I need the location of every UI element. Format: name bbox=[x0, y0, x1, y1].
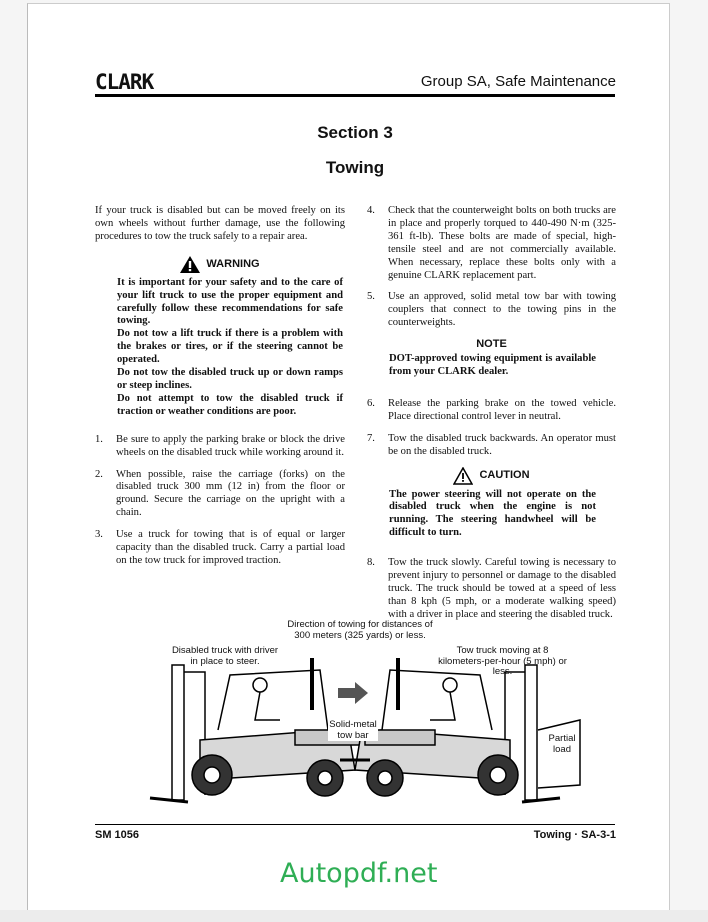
caution-heading bbox=[367, 467, 616, 485]
watermark: Autopdf.net bbox=[280, 858, 438, 889]
caution-text: The power steering will not operate on the disabled truck when the engine is not running. The steering handwheel will be difficult to turn. bbox=[389, 488, 596, 539]
warning-line: Do not tow a lift truck if there is a problem with the brakes or tires, or if the steering cannot be operated. bbox=[117, 328, 343, 366]
step-text: When possible, raise the carriage (forks) on the disabled truck 300 mm (12 in) from the floor or ground. Secure the carriage on the upright with a chain. bbox=[116, 468, 345, 519]
step-number: 7. bbox=[367, 432, 375, 444]
section-title: Towing bbox=[325, 158, 385, 177]
step-item bbox=[95, 529, 345, 568]
step-number: 8. bbox=[367, 557, 375, 569]
step-number: 2. bbox=[95, 468, 103, 480]
step-text: Check that the counterweight bolts on both trucks are in place and properly torqued to 440-490 N·m (325-361 ft-lb). These bolts are made of special, high-tensile steel and are not commercially available. When necessary, replace these bolts only with a genuine CLARK replacement part. bbox=[388, 205, 616, 281]
step-number: 1. bbox=[95, 433, 103, 445]
header-rule bbox=[95, 94, 615, 97]
viewer-bottom-bar bbox=[0, 910, 708, 922]
step-text: Use an approved, solid metal tow bar with towing couplers that connect to the towing pins in the counterweights. bbox=[388, 291, 616, 329]
left-column bbox=[95, 205, 345, 568]
direction-label: Direction of towing for distances of 300 meters (325 yards) or less. bbox=[287, 619, 433, 641]
footer-doc-number: SM 1056 bbox=[95, 829, 140, 841]
tow-truck-label: Tow truck moving at 8 kilometers-per-hour (5 mph) or less. bbox=[438, 645, 567, 677]
step-number: 6. bbox=[367, 397, 375, 409]
partial-load-label: Partial load bbox=[548, 733, 576, 755]
step-item bbox=[367, 291, 616, 330]
footer-page-label: Towing · SA-3-1 bbox=[533, 829, 616, 841]
warning-icon bbox=[180, 256, 200, 273]
step-number: 3. bbox=[95, 529, 103, 541]
step-text: Tow the disabled truck backwards. An operator must be on the disabled truck. bbox=[388, 432, 616, 457]
step-text: Use a truck for towing that is of equal or larger capacity than the disabled truck. Carry a partial load on the tow truck for improved traction. bbox=[116, 529, 345, 566]
caution-label: CAUTION bbox=[479, 469, 530, 482]
section-number: Section 3 bbox=[317, 123, 393, 142]
warning-text bbox=[95, 277, 345, 419]
clark-logo: CLARK bbox=[95, 70, 154, 94]
warning-heading bbox=[95, 256, 345, 273]
disabled-truck-label: Disabled truck with driver in place to steer. bbox=[171, 645, 279, 667]
arrow-right-icon bbox=[338, 682, 368, 704]
step-text: Be sure to apply the parking brake or block the drive wheels on the disabled truck while working around it. bbox=[116, 433, 345, 458]
warning-line: Do not tow the disabled truck up or down ramps or steep inclines. bbox=[117, 367, 343, 391]
right-column bbox=[367, 196, 616, 622]
step-item bbox=[367, 398, 616, 424]
warning-line: Do not attempt to tow the disabled truck if traction or weather conditions are poor. bbox=[117, 392, 343, 417]
step-number: 4. bbox=[367, 205, 375, 216]
intro-paragraph: If your truck is disabled but can be moved freely on its own wheels without further damage, use the following procedures to tow the truck safely to a repair area. bbox=[95, 205, 345, 242]
step-text: Tow the truck slowly. Careful towing is necessary to prevent injury to personnel or damage to the disabled truck. The truck should be towed at a speed of less than 8 kph (5 mph, or a moderate walking speed) with a driver in place and steering the disabled truck. bbox=[388, 557, 616, 620]
towing-figure bbox=[130, 620, 620, 815]
step-item bbox=[367, 205, 616, 282]
note-heading: NOTE bbox=[476, 338, 507, 351]
step-item bbox=[367, 557, 616, 622]
warning-label: WARNING bbox=[206, 257, 260, 270]
note-text: DOT-approved towing equipment is available from your CLARK dealer. bbox=[389, 353, 596, 377]
step-item bbox=[95, 469, 345, 521]
step-text: Release the parking brake on the towed vehicle. Place directional control lever in neutral. bbox=[388, 397, 616, 422]
caution-icon bbox=[453, 467, 473, 485]
warning-line: It is important for your safety and to the care of your lift truck to use the proper equipment and carefully follow these recommendations for safe towing. bbox=[117, 276, 343, 327]
footer-rule bbox=[95, 824, 615, 825]
step-item bbox=[95, 434, 345, 460]
step-item bbox=[367, 433, 616, 459]
tow-bar-label: Solid-metal tow bar bbox=[329, 719, 377, 741]
group-title: Group SA, Safe Maintenance bbox=[420, 73, 616, 90]
step-number: 5. bbox=[367, 291, 375, 303]
